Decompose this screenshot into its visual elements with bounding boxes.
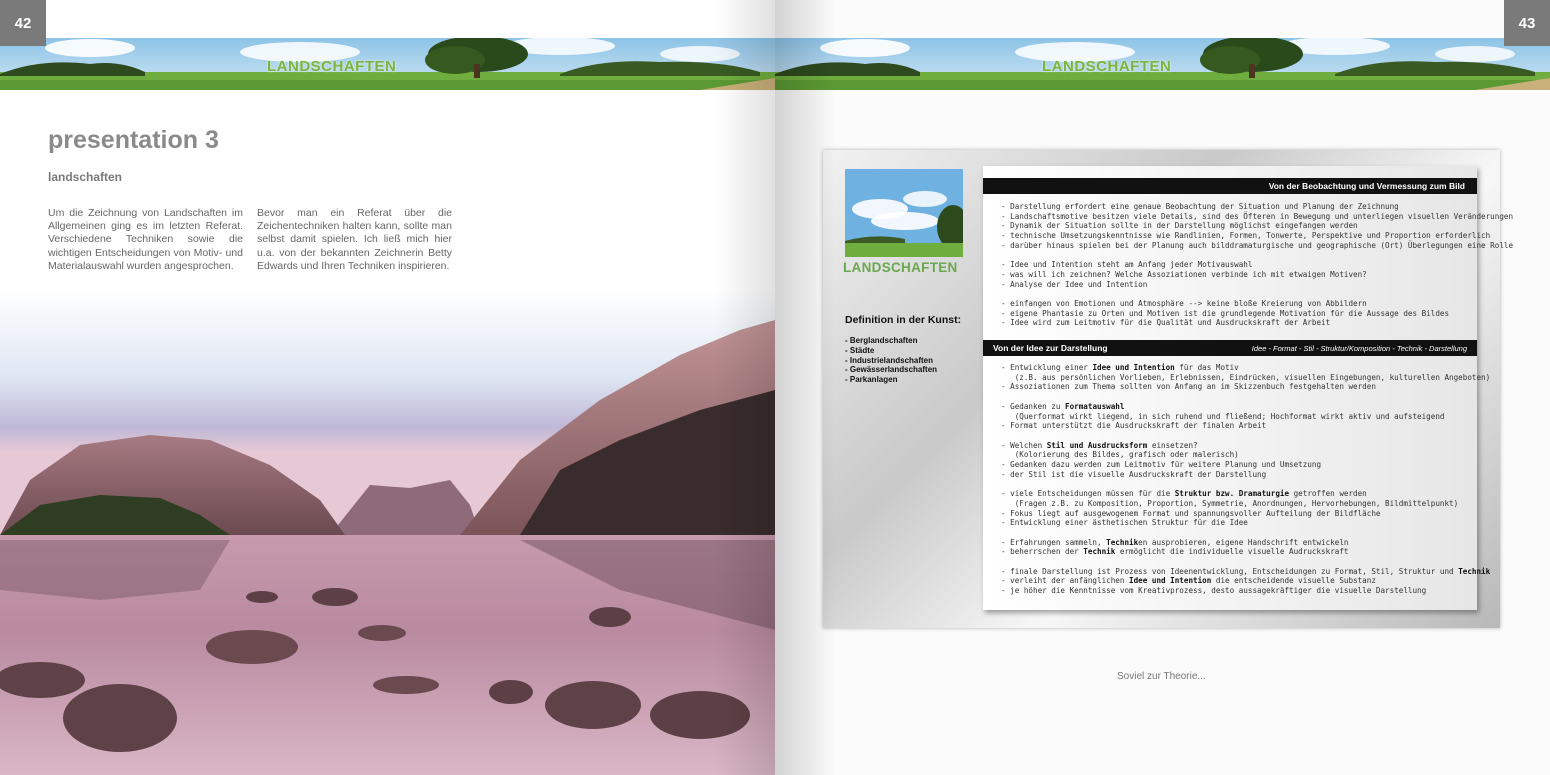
text-line: - Idee und Intention steht am Anfang jeder Motivauswahl <box>1001 260 1253 270</box>
footer-note: Soviel zur Theorie... <box>1117 671 1206 682</box>
text-line: - Fokus liegt auf ausgewogenem Format und spannungsvoller Aufteilung der Bildfläche <box>1001 508 1381 518</box>
definition-item: - Industrielandschaften <box>845 355 934 365</box>
definition-item: - Gewässerlandschaften <box>845 365 938 375</box>
text-line: - viele Entscheidungen müssen für die Struktur bzw. Dramaturgie getroffen werden <box>1001 489 1367 499</box>
text-line: - beherrschen der Technik ermöglicht die individuelle visuelle Audruckskraft <box>1001 547 1349 557</box>
definition-list <box>845 336 937 385</box>
text-line: - finale Darstellung ist Prozess von Ideenentwicklung, Entscheidungen zu Format, Stil, Struktur und Technik <box>1001 566 1491 576</box>
text-line: (Querformat wirkt liegend, in sich ruhend und fließend; Hochformat wirkt aktiv und aufsteigend <box>1001 411 1445 421</box>
text-line: - Gedanken dazu werden zum Leitmotiv für weitere Planung und Umsetzung <box>1001 460 1322 470</box>
text-line: - Format unterstützt die Ausdruckskraft der finalen Arbeit <box>1001 421 1267 431</box>
section-observation-text <box>1001 202 1514 328</box>
text-line: - einfangen von Emotionen und Atmosphäre --> keine bloße Kreierung von Abbildern <box>1001 299 1367 309</box>
text-line: - eigene Phantasie zu Orten und Motiven ist die grundlegende Motivation für die Aussage des Bildes <box>1001 308 1450 318</box>
text-line: - Entwicklung einer ästhetischen Struktur für die Idee <box>1001 518 1248 528</box>
definition-item: - Berglandschaften <box>845 336 918 345</box>
text-line: - Idee wird zum Leitmotiv für die Qualität und Ausdruckskraft der Arbeit <box>1001 318 1331 328</box>
text-line: (z.B. aus persönlichen Vorlieben, Erlebnissen, Eindrücken, visuellen Eingebungen, kulturellen Angeboten) <box>1001 372 1491 382</box>
text-line: (Fragen z.B. zu Komposition, Proportion, Symmetrie, Anordnungen, Hervorhebungen, Bildmittelpunkt) <box>1001 498 1459 508</box>
text-line: - technische Umsetzungskenntnisse wie Randlinien, Formen, Tonwerte, Perspektive und Proportion erforderlich <box>1001 231 1491 241</box>
page-number: 42 <box>0 0 46 46</box>
text-line: - darüber hinaus spielen bei der Planung auch bilddramaturgische und geographische (Ort) Überlegungen eine Rolle <box>1001 240 1514 250</box>
page-title: presentation 3 <box>48 126 219 154</box>
thumbnail-title: LANDSCHAFTEN <box>843 260 958 275</box>
landscape-banner <box>775 38 1550 90</box>
presentation-board <box>823 150 1514 628</box>
definition-item: - Städte <box>845 345 875 355</box>
intro-paragraph-2: Bevor man ein Referat über die Zeichentechniken halten kann, sollte man selbst damit spielen. Ich ließ mich hier u.a. von der bekannten Zeichnerin Betty Edwards und Ihren Techniken inspirieren. <box>257 207 452 272</box>
text-line: - Analyse der Idee und Intention <box>1001 279 1148 289</box>
text-line: - Assoziationen zum Thema sollten von Anfang an im Skizzenbuch festgehalten werden <box>1001 382 1376 392</box>
section-header-text: Von der Beobachtung und Vermessung zum Bild <box>1268 181 1465 191</box>
right-page <box>775 0 1550 775</box>
text-line: - Welchen Stil und Ausdrucksform einsetzen? <box>1001 440 1198 450</box>
definition-item: - Parkanlagen <box>845 375 898 385</box>
theory-sheet <box>983 166 1514 610</box>
text-line: - Darstellung erfordert eine genaue Beobachtung der Situation und Planung der Zeichnung <box>1001 202 1399 211</box>
text-line: - der Stil ist die visuelle Ausdruckskraft der Darstellung <box>1001 469 1267 479</box>
text-line: - Gedanken zu Formatauswahl <box>1001 401 1125 411</box>
text-line: - Entwicklung einer Idee und Intention für das Motiv <box>1001 363 1239 372</box>
text-line: - Dynamik der Situation sollte in der Darstellung möglichst eingefangen werden <box>1001 221 1358 231</box>
intro-paragraph-1: Um die Zeichnung von Landschaften im Allgemeinen ging es im letzten Referat. Verschiedene Techniken sowie die wichtigen Entscheidungen von Motiv- und Materialauswahl wurden angesprochen. <box>48 207 243 272</box>
definition-title: Definition in der Kunst: <box>845 314 962 326</box>
landscape-banner <box>0 38 775 90</box>
section-header-observation <box>983 178 1477 194</box>
section-idea-text <box>1001 363 1491 596</box>
text-line: - Erfahrungen sammeln, Techniken ausprobieren, eigene Handschrift entwickeln <box>1001 537 1349 547</box>
section-header-text: Von der Idee zur Darstellung <box>993 343 1108 353</box>
page-number: 43 <box>1504 0 1550 46</box>
page-subtitle: landschaften <box>48 170 123 184</box>
text-line: - was will ich zeichnen? Welche Assoziationen verbinde ich mit etwaigen Motiven? <box>1001 269 1367 279</box>
mountain-lake-illustration <box>0 290 775 775</box>
banner-title: LANDSCHAFTEN <box>267 58 397 75</box>
text-line: - Landschaftsmotive besitzen viele Details, sind des Öfteren in Bewegung und unterliegen visuellen Veränderungen <box>1001 211 1514 221</box>
text-line: - je höher die Kenntnisse vom Kreativprozess, desto aussagekräftiger die visuelle Darstellung <box>1001 586 1427 596</box>
text-line: - verleiht der anfänglichen Idee und Intention die entscheidende visuelle Substanz <box>1001 576 1376 586</box>
text-line: (Kolorierung des Bildes, grafisch oder malerisch) <box>1001 450 1239 460</box>
section-header-idea <box>983 340 1477 356</box>
landscape-thumbnail <box>845 169 963 257</box>
section-header-tags: Idee - Format - Stil - Struktur/Komposition - Technik - Darstellung <box>1251 343 1467 353</box>
banner-title: LANDSCHAFTEN <box>1042 58 1172 75</box>
